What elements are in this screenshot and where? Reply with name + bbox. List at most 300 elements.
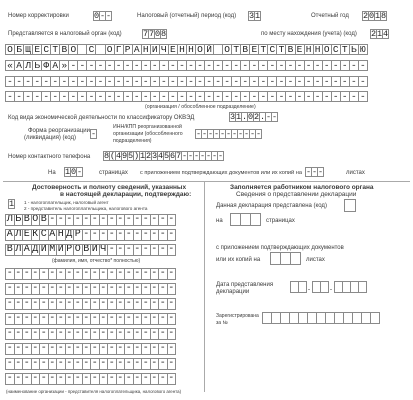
name-cell: - (91, 229, 98, 240)
rep-org-cell: - (168, 343, 175, 354)
reorg-inn-cell: - (244, 129, 250, 139)
rep-org-cell: - (168, 358, 175, 369)
section-divider (3, 181, 410, 182)
org-name-cell: Е (168, 44, 178, 55)
org-name-cell: - (168, 91, 178, 102)
org-name-cell: - (304, 60, 314, 71)
rep-org-cell: - (108, 373, 115, 384)
rep-org-cell: - (6, 343, 13, 354)
rep-org-cell: - (125, 283, 132, 294)
rep-org-row-3[interactable] (5, 298, 175, 310)
rep-org-row-2[interactable] (5, 283, 175, 295)
name-cell: Е (23, 229, 30, 240)
rep-org-cell: - (108, 268, 115, 279)
org-name-cell: - (258, 76, 268, 87)
org-name-cell: Т (276, 44, 286, 55)
phone-cell: 3 (152, 151, 158, 161)
org-name-cell: С (267, 44, 277, 55)
date-cell (358, 281, 367, 293)
correction-cell: - (106, 11, 112, 21)
rep-org-row-8[interactable] (5, 373, 175, 385)
name-cell: Л (15, 229, 22, 240)
org-name-cell: В (240, 44, 250, 55)
location-label: по месту нахождения (учета) (код) (261, 31, 357, 37)
org-name-cell: - (23, 76, 33, 87)
org-name-cell: - (86, 91, 96, 102)
rep-org-cell: - (159, 358, 166, 369)
org-name-cell: А (14, 60, 24, 71)
org-name-cell: - (150, 60, 160, 71)
rep-org-cell: - (100, 298, 107, 309)
org-name-cell: - (204, 91, 214, 102)
org-name-cell: - (168, 76, 178, 87)
org-name-cell: - (267, 76, 277, 87)
name-cell: - (134, 244, 141, 255)
org-name-cell: Е (295, 44, 305, 55)
name-cell: - (108, 229, 115, 240)
rep-org-cell: - (23, 298, 30, 309)
rep-org-cell: - (100, 328, 107, 339)
org-name-cell: - (340, 91, 350, 102)
phone-cell: 5 (164, 151, 170, 161)
rep-org-cell: - (134, 283, 141, 294)
location-code-field[interactable] (370, 29, 388, 39)
org-name-cell: - (50, 91, 60, 102)
pages-cell: 0 (71, 167, 77, 177)
correction-label: Номер корректировки (8, 13, 69, 19)
tax-officer-title: Заполняется работником налогового органа (230, 184, 374, 191)
org-name-cell: - (285, 60, 295, 71)
rep-org-cell: - (134, 328, 141, 339)
rep-org-cell: - (151, 268, 158, 279)
submission-date-field[interactable] (290, 281, 366, 293)
org-name-cell: - (5, 91, 15, 102)
name-cell: В (83, 244, 90, 255)
org-name-cell: Ч (159, 44, 169, 55)
rep-org-cell: - (49, 298, 56, 309)
org-name-cell: - (159, 91, 169, 102)
org-name-cell: - (159, 60, 169, 71)
signer-code-field[interactable] (8, 199, 14, 209)
org-name-cell: - (77, 60, 87, 71)
rep-org-row-7[interactable] (5, 358, 175, 370)
rep-org-row-1[interactable] (5, 268, 175, 280)
org-name-cell: О (105, 44, 115, 55)
okved-cell: 0 (248, 112, 254, 122)
org-name-cell: Н (177, 44, 187, 55)
report-year-label: Отчетный год (311, 13, 349, 19)
org-name-cell: - (186, 91, 196, 102)
org-name-cell: - (77, 91, 87, 102)
org-name-cell: Т (231, 44, 241, 55)
org-name-cell: Е (249, 44, 259, 55)
rep-org-cell: - (74, 328, 81, 339)
org-name-cell: - (322, 76, 332, 87)
tax-period-label: Налоговый (отчетный) период (код) (137, 13, 237, 19)
rep-org-cell: - (117, 283, 124, 294)
rep-org-cell: - (151, 373, 158, 384)
period-cell: 1 (255, 11, 261, 21)
okved-cell: 2 (254, 112, 260, 122)
org-name-cell: О (195, 44, 205, 55)
patronymic-row[interactable] (5, 244, 175, 256)
org-name-cell: - (240, 76, 250, 87)
registration-number-field[interactable] (262, 312, 379, 324)
org-name-cell: - (105, 91, 115, 102)
org-name-cell: - (276, 91, 286, 102)
rep-org-cell: - (66, 328, 73, 339)
org-name-cell: О (222, 44, 232, 55)
org-name-cell: - (32, 91, 42, 102)
org-name-cell: Ь (32, 60, 42, 71)
rep-org-cell: - (117, 373, 124, 384)
rep-org-cell: - (91, 373, 98, 384)
org-name-cell: А (132, 44, 142, 55)
rep-org-cell: - (74, 283, 81, 294)
phone-field[interactable] (103, 151, 223, 161)
reorg-inn-field[interactable] (195, 129, 261, 139)
org-name-cell: - (132, 91, 142, 102)
reorg-form-cell: - (91, 129, 97, 139)
rep-org-cell: - (159, 343, 166, 354)
submission-info-title: Сведения о представлении декларации (236, 191, 357, 198)
name-cell: - (91, 214, 98, 225)
rep-org-cell: - (6, 328, 13, 339)
org-name-cell: - (32, 76, 42, 87)
org-name-cell: - (105, 76, 115, 87)
year-cell: 2 (363, 11, 369, 21)
reorg-inn-cell: - (196, 129, 202, 139)
sheets-label: листах (346, 170, 365, 176)
org-name-cell: - (123, 60, 133, 71)
sheets-count-field[interactable] (305, 167, 323, 177)
org-name-cell: - (186, 76, 196, 87)
phone-cell: 4 (116, 151, 122, 161)
rep-org-cell: - (159, 328, 166, 339)
phone-cell: ) (134, 151, 140, 161)
rep-org-cell: - (168, 298, 175, 309)
rep-org-cell: - (57, 358, 64, 369)
rep-org-cell: - (40, 313, 47, 324)
rep-org-cell: - (57, 313, 64, 324)
rep-org-cell: - (32, 358, 39, 369)
org-name-cell: - (276, 60, 286, 71)
name-cell: - (134, 229, 141, 240)
org-name-cell: - (204, 76, 214, 87)
name-cell: - (117, 229, 124, 240)
phone-cell: - (200, 151, 206, 161)
rep-org-cell: - (117, 298, 124, 309)
reorg-inn-label-2: организации (обособленного (113, 131, 183, 137)
org-name-row-2[interactable] (5, 60, 403, 71)
rep-org-cell: - (23, 313, 30, 324)
org-name-cell: - (249, 60, 259, 71)
rep-org-cell: - (66, 298, 73, 309)
org-name-cell: В (285, 44, 295, 55)
rep-org-cell: - (125, 343, 132, 354)
rep-org-cell: - (57, 283, 64, 294)
reorg-inn-cell: - (208, 129, 214, 139)
rep-org-cell: - (49, 268, 56, 279)
org-name-cell: - (59, 76, 69, 87)
pages-label: страницах (99, 170, 128, 176)
rep-org-cell: - (108, 328, 115, 339)
name-cell: - (142, 214, 149, 225)
org-name-cell: - (141, 60, 151, 71)
rep-org-cell: - (66, 268, 73, 279)
org-name-row-4[interactable] (5, 91, 403, 102)
location-cell: 4 (383, 29, 389, 39)
submitted-code-box[interactable] (344, 199, 356, 212)
rep-org-cell: - (40, 328, 47, 339)
rep-org-cell: - (74, 358, 81, 369)
org-name-cell: - (123, 91, 133, 102)
tax-period-field[interactable] (248, 11, 260, 21)
report-year-field[interactable] (362, 11, 386, 21)
reorg-inn-cell: - (214, 129, 220, 139)
org-name-cell: - (231, 60, 241, 71)
name-cell: В (40, 214, 47, 225)
rep-org-cell: - (83, 283, 90, 294)
org-name-cell: - (358, 60, 368, 71)
name-cell: Л (15, 244, 22, 255)
rep-org-cell: - (142, 313, 149, 324)
org-name-cell: - (285, 91, 295, 102)
rep-org-cell: - (49, 328, 56, 339)
org-name-cell: - (213, 60, 223, 71)
org-name-cell: О (5, 44, 15, 55)
rep-org-cell: - (134, 313, 141, 324)
year-cell: 1 (375, 11, 381, 21)
okved-cell: - (266, 112, 272, 122)
rep-org-cell: - (57, 373, 64, 384)
org-name-cell: С (86, 44, 96, 55)
rep-org-cell: - (6, 358, 13, 369)
pages-count-field[interactable] (64, 167, 82, 177)
rep-org-cell: - (83, 313, 90, 324)
org-name-cell: Н (186, 44, 196, 55)
name-cell: - (125, 214, 132, 225)
rep-org-cell: - (40, 343, 47, 354)
rep-org-cell: - (57, 328, 64, 339)
reorg-form-field[interactable] (90, 129, 96, 139)
org-name-cell: Н (141, 44, 151, 55)
org-name-cell: - (358, 91, 368, 102)
name-cell: А (49, 229, 56, 240)
org-name-cell: - (177, 60, 187, 71)
rep-org-row-4[interactable] (5, 313, 175, 325)
right-docs-label: с приложением подтверждающих документов (216, 245, 344, 251)
name-caption: (фамилия, имя, отчество* полностью) (52, 258, 141, 264)
right-pages-label: страницах (266, 218, 295, 224)
name-cell: - (168, 229, 175, 240)
firstname-row[interactable] (5, 229, 175, 241)
phone-cell: 5 (128, 151, 134, 161)
period-cell: 3 (249, 11, 255, 21)
org-name-cell: - (195, 60, 205, 71)
rep-org-cell: - (15, 283, 22, 294)
rep-org-cell: - (23, 373, 30, 384)
rep-org-cell: - (108, 358, 115, 369)
year-cell: 8 (381, 11, 387, 21)
rep-org-cell: - (32, 298, 39, 309)
rep-org-cell: - (117, 358, 124, 369)
phone-cell: 4 (158, 151, 164, 161)
org-name-cell: - (150, 76, 160, 87)
org-name-cell: - (340, 60, 350, 71)
rep-org-cell: - (142, 283, 149, 294)
phone-cell: - (182, 151, 188, 161)
name-cell: В (23, 214, 30, 225)
sheets-cell: - (312, 167, 318, 177)
reorg-inn-cell: - (256, 129, 262, 139)
org-name-cell: - (249, 76, 259, 87)
rep-org-cell: - (83, 328, 90, 339)
phone-cell: 8 (104, 151, 110, 161)
rep-org-cell: - (83, 358, 90, 369)
submission-date-label-2: декларации (216, 289, 250, 295)
rep-org-cell: - (134, 268, 141, 279)
org-name-cell: Ю (358, 44, 368, 55)
rep-org-cell: - (142, 298, 149, 309)
certify-title-2: в настоящей декларации, подтверждаю: (60, 191, 192, 198)
org-name-cell: - (240, 91, 250, 102)
reorg-inn-cell: - (232, 129, 238, 139)
rep-org-cell: - (125, 313, 132, 324)
rep-org-cell: - (83, 298, 90, 309)
rep-org-cell: - (100, 268, 107, 279)
rep-org-cell: - (15, 298, 22, 309)
name-cell: В (6, 244, 13, 255)
name-cell: - (108, 214, 115, 225)
org-name-cell: » (59, 60, 69, 71)
rep-org-cell: - (91, 268, 98, 279)
phone-cell: - (212, 151, 218, 161)
right-sheets-label: листах (306, 257, 325, 263)
rep-org-cell: - (134, 298, 141, 309)
right-sheets-box-3[interactable] (290, 252, 301, 265)
rep-org-cell: - (142, 268, 149, 279)
correction-number-field[interactable] (93, 11, 111, 21)
org-name-cell: - (86, 60, 96, 71)
rep-org-row-6[interactable] (5, 343, 175, 355)
rep-org-cell: - (134, 358, 141, 369)
rep-org-cell: - (91, 283, 98, 294)
rep-org-cell: - (6, 283, 13, 294)
org-name-row-1[interactable] (5, 44, 403, 55)
rep-org-cell: - (15, 268, 22, 279)
org-name-cell: И (150, 44, 160, 55)
org-name-cell: - (141, 76, 151, 87)
date-dot: . (329, 282, 333, 292)
name-cell: - (83, 214, 90, 225)
certify-title: Достоверность и полноту сведений, указанных (32, 184, 187, 191)
rep-org-cell: - (74, 313, 81, 324)
name-cell: О (74, 244, 81, 255)
org-name-cell: Е (32, 44, 42, 55)
reorg-inn-label-3: подразделения) (113, 138, 152, 144)
rep-org-cell: - (168, 328, 175, 339)
tax-authority-field[interactable] (142, 29, 166, 39)
column-divider (204, 181, 205, 392)
rep-org-cell: - (108, 283, 115, 294)
org-name-cell: - (304, 91, 314, 102)
org-name-cell: - (195, 76, 205, 87)
rep-org-cell: - (108, 313, 115, 324)
sheets-cell: - (318, 167, 324, 177)
date-dot: . (307, 282, 311, 292)
rep-org-cell: - (168, 313, 175, 324)
rep-org-caption: (наименование организации - представителя налогоплательщика, налогового агента) (6, 389, 182, 394)
rep-org-row-5[interactable] (5, 328, 175, 340)
phone-cell: 1 (140, 151, 146, 161)
org-name-cell: - (222, 91, 232, 102)
rep-org-cell: - (159, 313, 166, 324)
name-cell: - (151, 229, 158, 240)
name-cell: С (40, 229, 47, 240)
rep-org-cell: - (142, 373, 149, 384)
surname-row[interactable] (5, 214, 175, 226)
org-name-cell: - (322, 91, 332, 102)
name-cell: - (151, 214, 158, 225)
rep-org-cell: - (125, 268, 132, 279)
right-docs-label-2: или их копий на (216, 257, 261, 263)
rep-org-cell: - (32, 373, 39, 384)
org-name-cell: - (349, 91, 359, 102)
rep-org-cell: - (134, 373, 141, 384)
org-name-cell: О (68, 44, 78, 55)
org-name-cell: - (331, 60, 341, 71)
rep-org-cell: - (117, 268, 124, 279)
okved-code-field[interactable] (229, 112, 277, 122)
org-name-cell: - (258, 91, 268, 102)
phone-cell: - (206, 151, 212, 161)
right-pages-box-3[interactable] (250, 213, 261, 226)
name-cell: - (125, 229, 132, 240)
org-name-cell: - (231, 76, 241, 87)
org-name-cell: - (195, 91, 205, 102)
reorg-inn-cell: - (226, 129, 232, 139)
rep-org-cell: - (74, 343, 81, 354)
name-cell: К (32, 229, 39, 240)
rep-org-cell: - (40, 373, 47, 384)
rep-org-cell: - (91, 343, 98, 354)
org-name-cell: - (267, 60, 277, 71)
org-name-cell: - (77, 76, 87, 87)
name-cell: - (100, 214, 107, 225)
reorg-form-label-2: (ликвидация) (код) (24, 135, 76, 141)
org-name-row-3[interactable] (5, 76, 403, 87)
org-name-cell: - (95, 76, 105, 87)
name-cell: - (168, 214, 175, 225)
org-name-cell: - (295, 60, 305, 71)
org-name-cell: - (358, 76, 368, 87)
org-name-cell: - (186, 60, 196, 71)
org-name-cell: - (349, 76, 359, 87)
rep-org-cell: - (49, 358, 56, 369)
org-name-cell: Л (23, 60, 33, 71)
rep-org-cell: - (23, 268, 30, 279)
signer-cell: 1 (9, 199, 15, 209)
name-cell: - (159, 244, 166, 255)
rep-org-cell: - (66, 373, 73, 384)
name-cell: А (6, 229, 13, 240)
rep-org-cell: - (32, 313, 39, 324)
rep-org-cell: - (6, 268, 13, 279)
org-name-cell: - (177, 76, 187, 87)
org-name-cell: - (204, 60, 214, 71)
rep-org-cell: - (32, 283, 39, 294)
